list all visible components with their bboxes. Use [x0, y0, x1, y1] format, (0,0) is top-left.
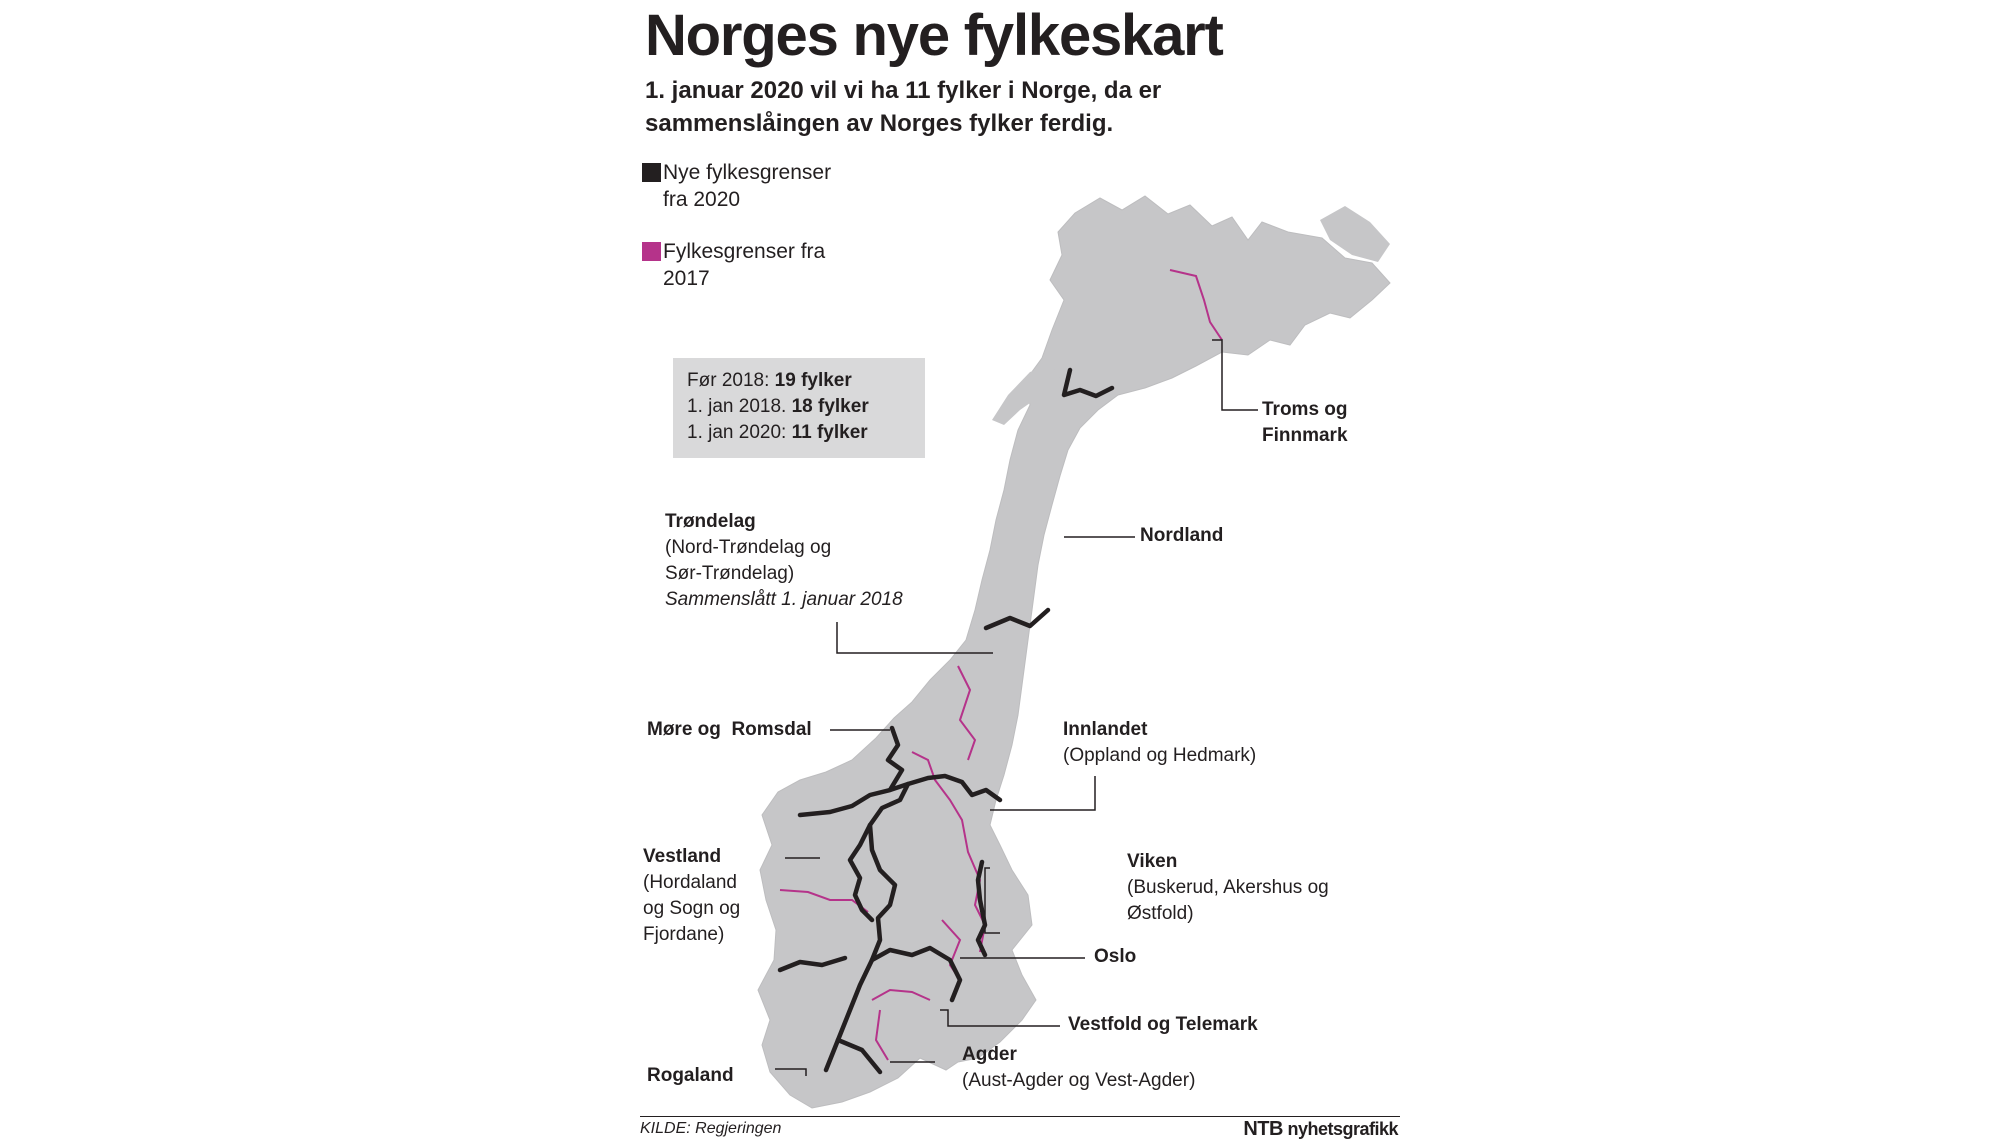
label-more-romsdal: Møre og Romsdal	[647, 719, 812, 740]
label-viken: Viken (Buskerud, Akershus og Østfold)	[1127, 851, 1329, 924]
ntb-logo	[1243, 1118, 1398, 1141]
norway-land	[758, 196, 1390, 1108]
subtitle-line-1: 1. januar 2020 vil vi ha 11 fylker i Norge, da er	[645, 77, 1162, 104]
label-innlandet: Innlandet (Oppland og Hedmark)	[1063, 719, 1257, 766]
count-before-2018: Før 2018: 19 fylker	[687, 370, 852, 391]
legend-new-borders	[663, 159, 831, 213]
legend-swatch-pink	[642, 242, 661, 261]
legend-old-borders-line1: Fylkesgrenser fra	[663, 240, 826, 263]
legend-swatch-black	[642, 163, 661, 182]
legend-new-borders-line2: fra 2020	[663, 188, 741, 211]
ntb-logo-text: nyhetsgrafikk	[1287, 1119, 1398, 1139]
label-vestfold-telemark: Vestfold og Telemark	[1068, 1014, 1258, 1035]
subtitle-line-2: sammenslåingen av Norges fylker ferdig.	[645, 110, 1114, 137]
legend-new-borders-line1: Nye fylkesgrenser	[663, 161, 832, 184]
label-oslo: Oslo	[1094, 946, 1137, 967]
source-credit: KILDE: Regjeringen	[640, 1120, 782, 1137]
label-troms-finnmark: Troms og Finnmark	[1262, 399, 1348, 446]
footer-divider	[640, 1116, 1400, 1117]
label-agder: Agder (Aust-Agder og Vest-Agder)	[962, 1044, 1196, 1091]
county-count-box	[673, 358, 925, 458]
label-trondelag: Trøndelag (Nord-Trøndelag og Sør-Trøndelag) Sammenslått 1. januar 2018	[665, 511, 903, 610]
legend-old-borders	[663, 238, 825, 292]
page-title: Norges nye fylkeskart	[645, 3, 1223, 68]
legend-old-borders-line2: 2017	[663, 267, 710, 290]
label-rogaland: Rogaland	[647, 1065, 734, 1086]
ntb-logo-mark: NTB	[1243, 1118, 1283, 1140]
subtitle	[645, 74, 1161, 140]
label-nordland: Nordland	[1140, 525, 1224, 546]
label-vestland: Vestland (Hordaland og Sogn og Fjordane)	[643, 846, 741, 945]
count-jan-2020: 1. jan 2020: 11 fylker	[687, 422, 868, 443]
count-jan-2018: 1. jan 2018. 18 fylker	[687, 396, 869, 417]
